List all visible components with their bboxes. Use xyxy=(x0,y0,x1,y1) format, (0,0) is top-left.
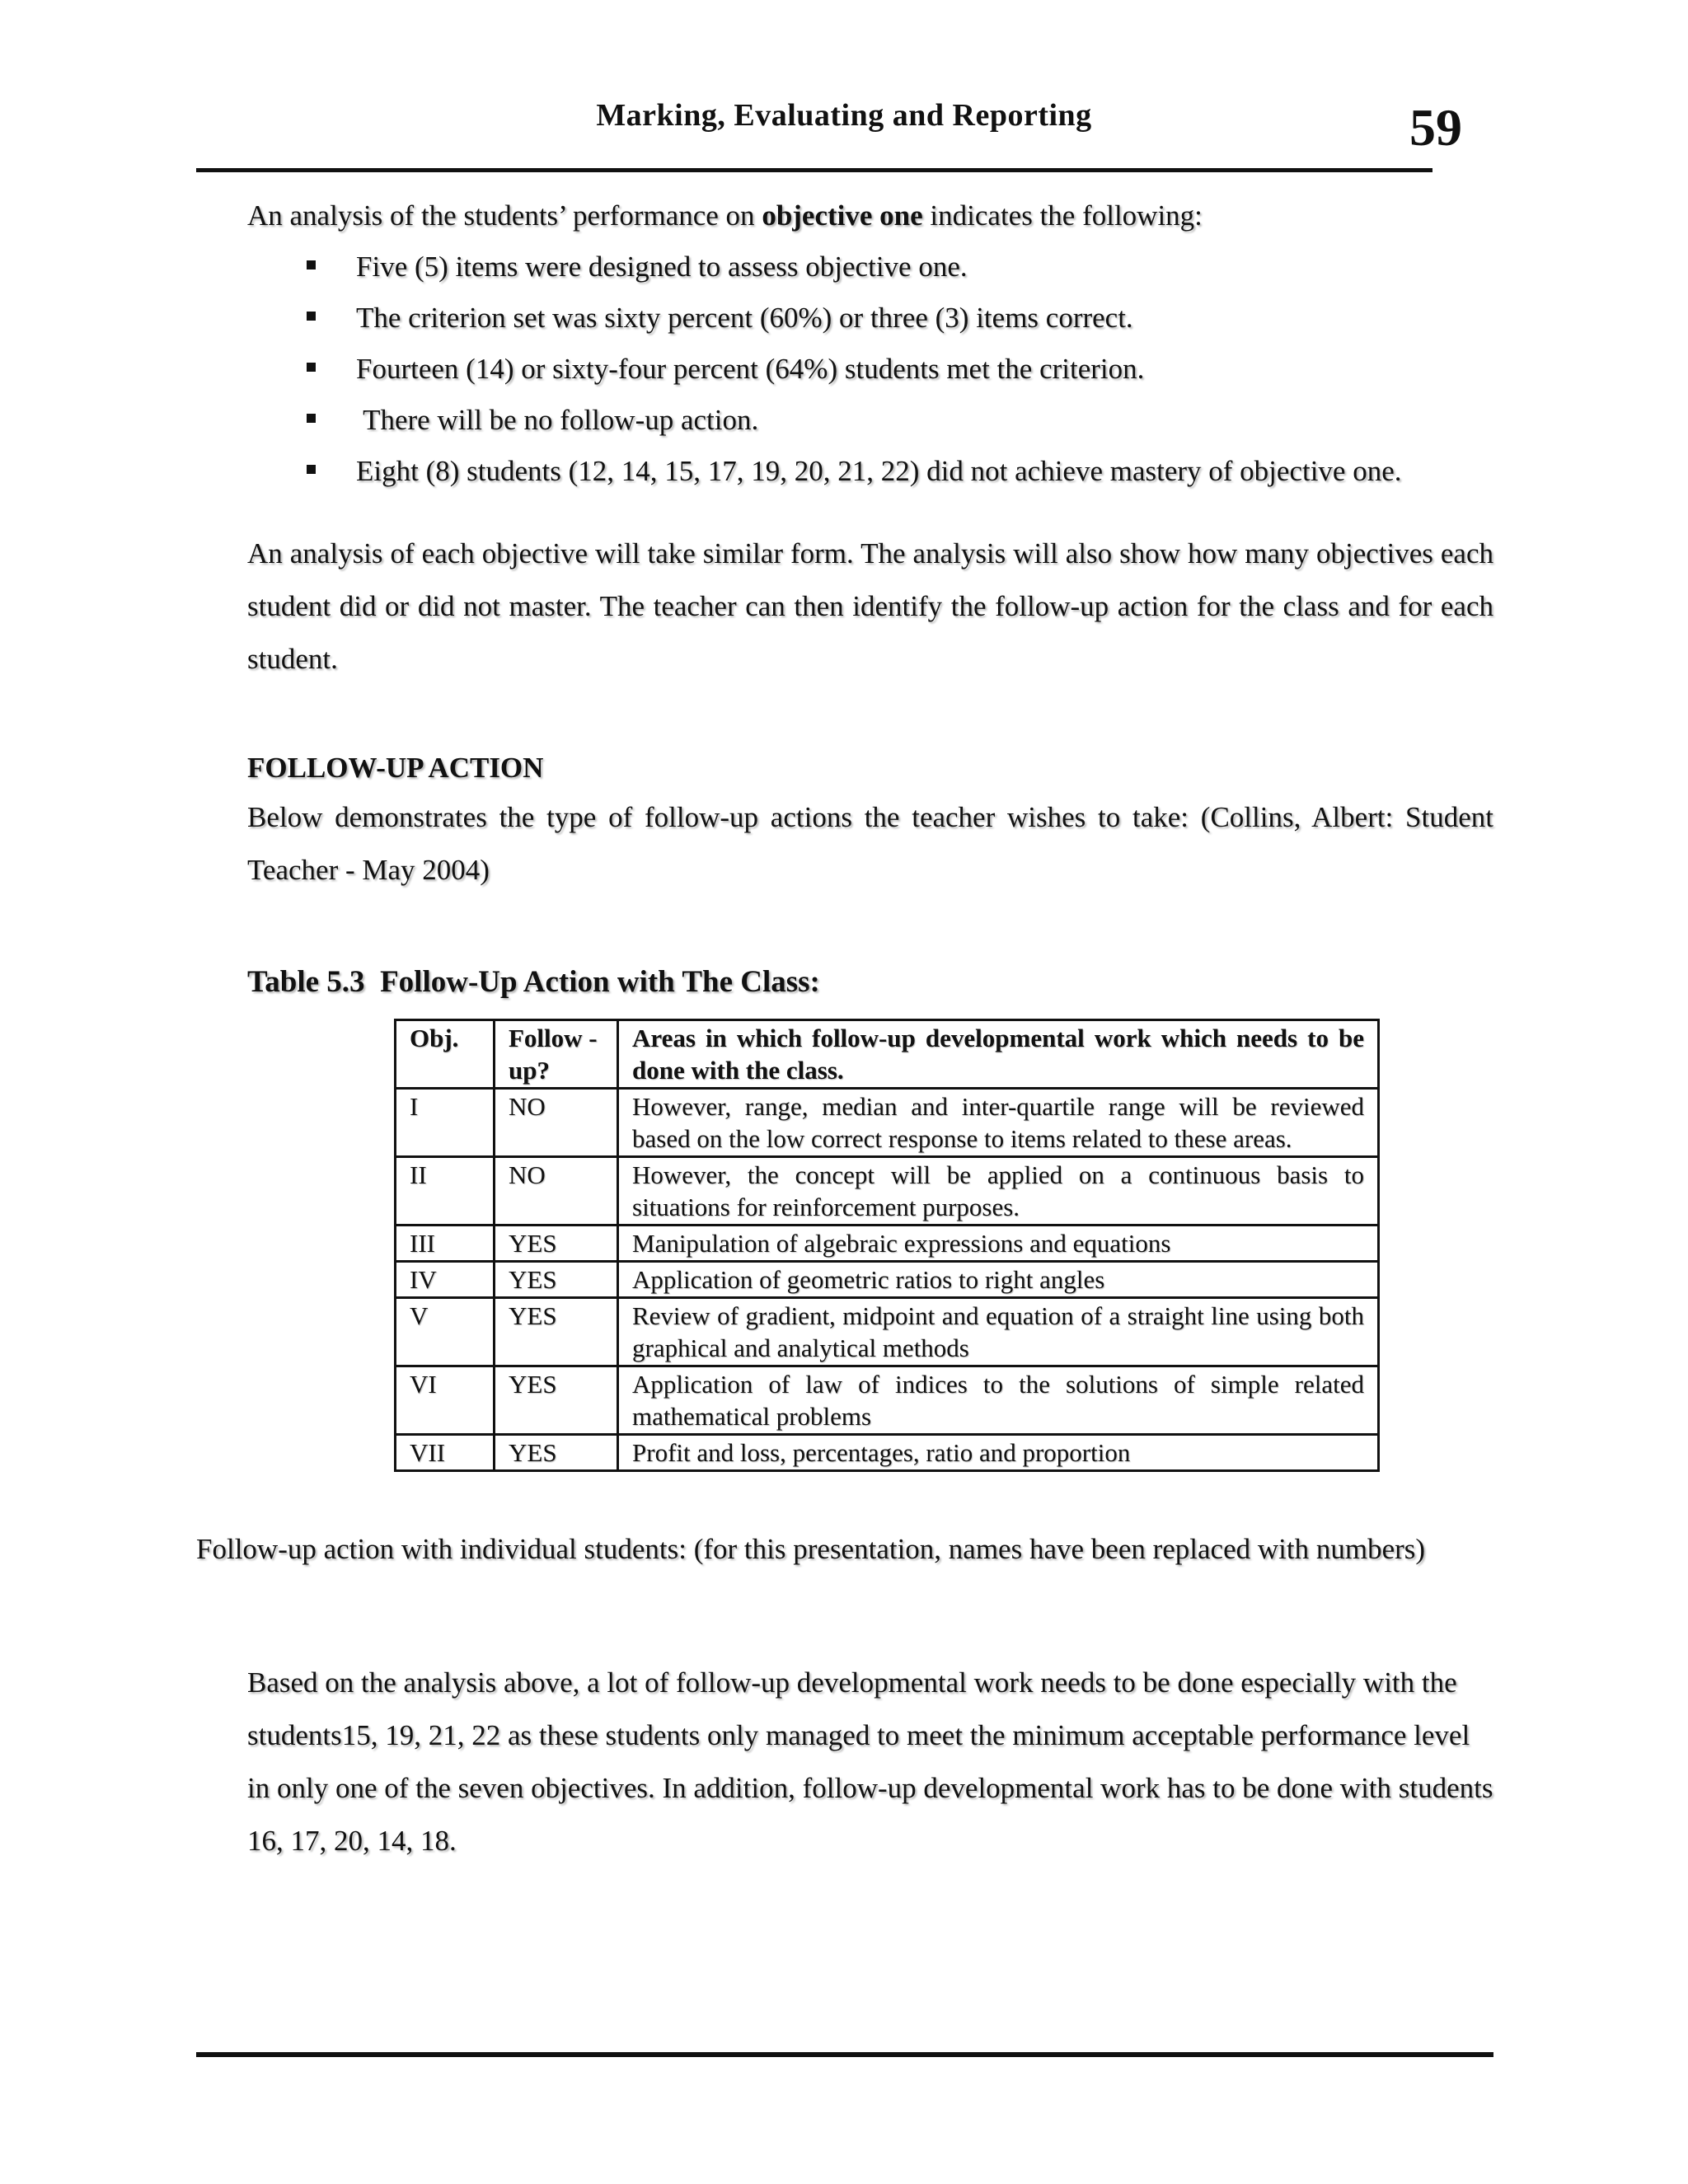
obj-cell: III xyxy=(396,1226,495,1262)
header-follow-up: Follow - up? xyxy=(495,1020,618,1089)
header-areas: Areas in which follow-up developmental work which needs to be done with the class. xyxy=(618,1020,1379,1089)
followup-heading: FOLLOW-UP ACTION xyxy=(247,752,544,784)
table-caption xyxy=(247,956,820,1009)
table-header-row xyxy=(396,1020,1379,1089)
running-title: Marking, Evaluating and Reporting xyxy=(596,98,1092,133)
table-row xyxy=(396,1262,1379,1298)
followup-paragraph: Below demonstrates the type of follow-up actions the teacher wishes to take: (Collins, Albert: Student Teacher - May 2004) xyxy=(247,801,1493,886)
obj-cell: VII xyxy=(396,1435,495,1471)
follow-up-cell: NO xyxy=(495,1089,618,1157)
footer-rule xyxy=(196,2052,1493,2057)
follow-up-cell: YES xyxy=(495,1435,618,1471)
areas-cell: Application of law of indices to the solutions of simple related mathematical problems xyxy=(618,1366,1379,1435)
table-row xyxy=(396,1298,1379,1366)
square-bullet-icon xyxy=(307,414,316,423)
individual-followup-paragraph: Follow-up action with individual students: (for this presentation, names have been replaced with numbers) xyxy=(196,1533,1426,1565)
table-row xyxy=(396,1435,1379,1471)
follow-up-cell: YES xyxy=(495,1298,618,1366)
follow-up-table xyxy=(394,1019,1380,1472)
bullet-item xyxy=(247,241,1500,292)
table-row xyxy=(396,1366,1379,1435)
intro-emphasis: objective one xyxy=(762,199,923,232)
table-row xyxy=(396,1226,1379,1262)
areas-cell: Review of gradient, midpoint and equation of a straight line using both graphical and analytical methods xyxy=(618,1298,1379,1366)
square-bullet-icon xyxy=(307,363,316,372)
bullet-item xyxy=(247,394,1500,445)
bullet-item xyxy=(247,343,1500,394)
criteria-bullet-list xyxy=(247,241,1500,496)
obj-cell: VI xyxy=(396,1366,495,1435)
intro-sentence xyxy=(247,190,1493,242)
analysis-paragraph: An analysis of each objective will take similar form. The analysis will also show how many objectives each student did or did not master. The teacher can then identify the follow-up action for the class and for each student. xyxy=(247,537,1493,675)
obj-cell: IV xyxy=(396,1262,495,1298)
bullet-text: Eight (8) students (12, 14, 15, 17, 19, 20, 21, 22) did not achieve mastery of objective one. xyxy=(356,455,1402,487)
square-bullet-icon xyxy=(307,312,316,321)
header-obj: Obj. xyxy=(396,1020,495,1089)
header-rule xyxy=(196,168,1432,172)
areas-cell: Manipulation of algebraic expressions and equations xyxy=(618,1226,1379,1262)
table-caption-number: Table 5.3 xyxy=(247,965,365,999)
intro-text-after: indicates the following: xyxy=(930,199,1203,232)
follow-up-cell: YES xyxy=(495,1366,618,1435)
bullet-text: Fourteen (14) or sixty-four percent (64%) students met the criterion. xyxy=(356,353,1145,385)
follow-up-cell: NO xyxy=(495,1157,618,1226)
follow-up-cell: YES xyxy=(495,1226,618,1262)
final-paragraph: Based on the analysis above, a lot of follow-up developmental work needs to be done especially with the students15, 19, 21, 22 as these students only managed to meet the minimum acceptable performance level in only one of the seven objectives. In addition, follow-up developmental work has to be done with students 16, 17, 20, 14, 18. xyxy=(247,1666,1493,1857)
obj-cell: V xyxy=(396,1298,495,1366)
square-bullet-icon xyxy=(307,260,316,269)
areas-cell: However, range, median and inter-quartile range will be reviewed based on the low correct response to items related to these areas. xyxy=(618,1089,1379,1157)
table-row xyxy=(396,1089,1379,1157)
table-caption-title: Follow-Up Action with The Class: xyxy=(380,965,820,999)
bullet-item xyxy=(247,445,1500,496)
obj-cell: II xyxy=(396,1157,495,1226)
bullet-text: The criterion set was sixty percent (60%) or three (3) items correct. xyxy=(356,302,1133,334)
follow-up-cell: YES xyxy=(495,1262,618,1298)
table-row xyxy=(396,1157,1379,1226)
obj-cell: I xyxy=(396,1089,495,1157)
bullet-text: Five (5) items were designed to assess objective one. xyxy=(356,251,968,283)
areas-cell: Application of geometric ratios to right angles xyxy=(618,1262,1379,1298)
square-bullet-icon xyxy=(307,465,316,474)
page-number: 59 xyxy=(1409,98,1462,157)
bullet-item xyxy=(247,292,1500,343)
areas-cell: Profit and loss, percentages, ratio and proportion xyxy=(618,1435,1379,1471)
bullet-text: There will be no follow-up action. xyxy=(356,404,759,436)
areas-cell: However, the concept will be applied on a continuous basis to situations for reinforcement purposes. xyxy=(618,1157,1379,1226)
intro-text-before: An analysis of the students’ performance on xyxy=(247,199,755,232)
